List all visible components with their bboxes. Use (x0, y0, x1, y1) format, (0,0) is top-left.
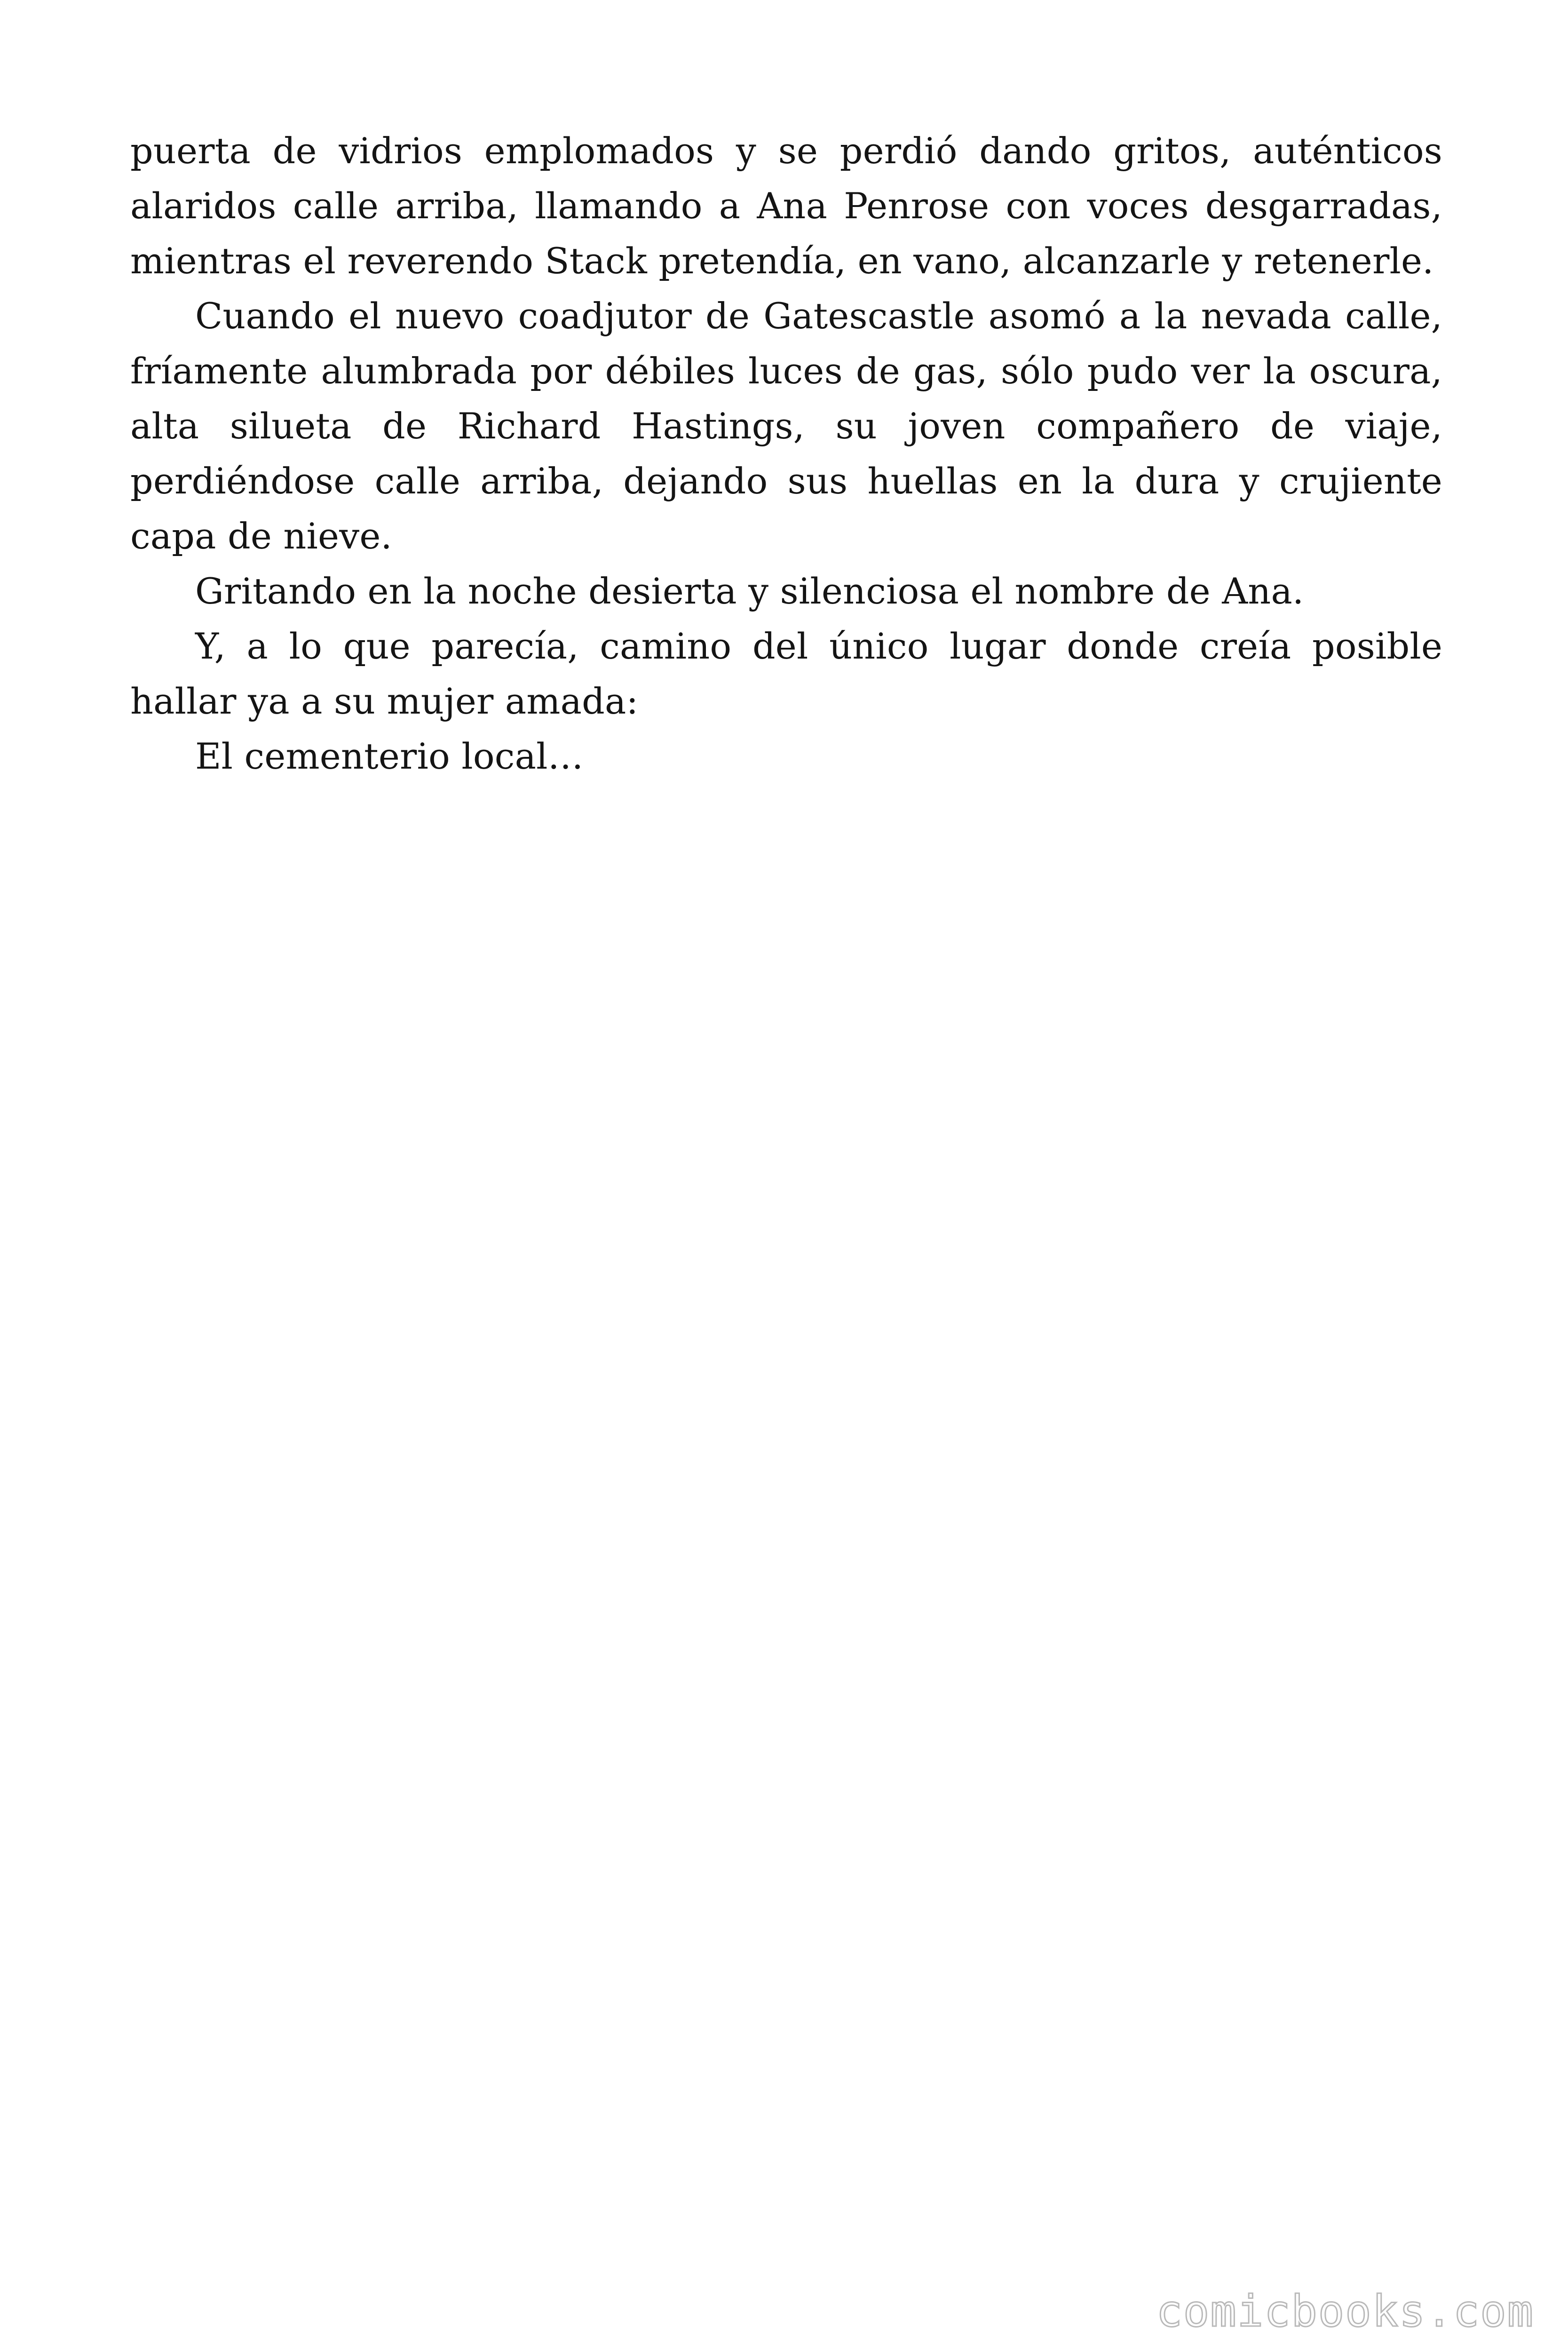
page-body-text (130, 123, 1442, 784)
paragraph: Cuando el nuevo coadjutor de Gatescastle asomó a la nevada calle, fríamente alumbrada por débiles luces de gas, sólo pudo ver la oscura, alta silueta de Richard Hastings, su joven compañero de viaje, perdiéndose calle arriba, dejando sus huellas en la dura y crujiente capa de nieve. (130, 295, 1442, 557)
paragraph: Y, a lo que parecía, camino del único lugar donde creía posible hallar ya a su mujer amada: (130, 625, 1442, 722)
watermark-logo: comicbooks.com (1156, 2286, 1534, 2336)
paragraph: Gritando en la noche desierta y silenciosa el nombre de Ana. (195, 570, 1304, 612)
paragraph-continuation: puerta de vidrios emplomados y se perdió dando gritos, auténticos alaridos calle arriba, llamando a Ana Penrose con voces desgarradas, mientras el reverendo Stack pretendía, en vano, alcanzarle y retenerle. (130, 130, 1442, 282)
paragraph: El cementerio local… (195, 735, 584, 777)
